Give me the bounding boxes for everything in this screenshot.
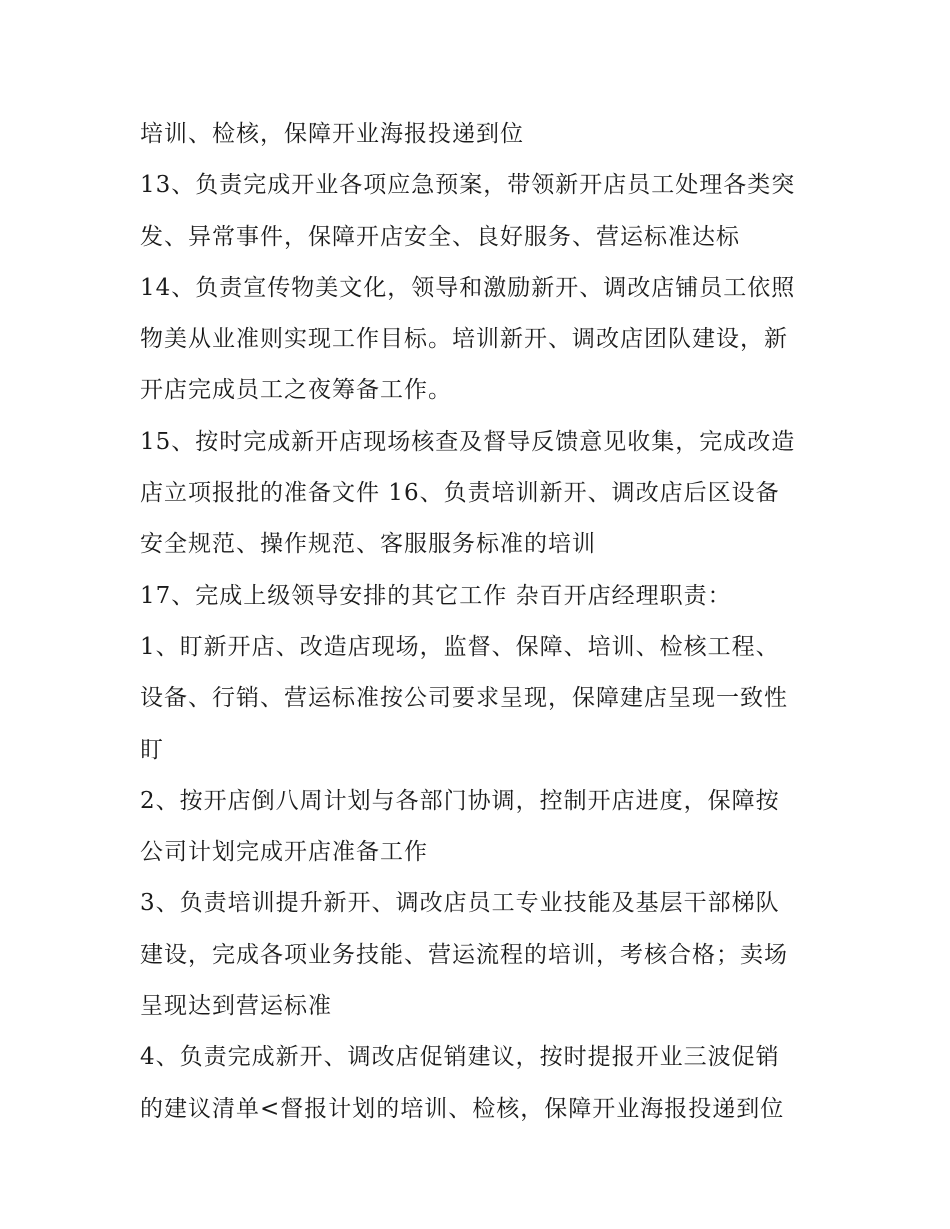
text-line: 15、按时完成新开店现场核查及督导反馈意见收集，完成改造 <box>140 428 796 455</box>
text-line: 4、负责完成新开、调改店促销建议，按时提报开业三波促销 <box>140 1044 780 1071</box>
text-line: 物美从业准则实现工作目标。培训新开、调改店团队建设，新 <box>140 326 788 353</box>
text-line: 公司计划完成开店准备工作 <box>140 839 428 866</box>
text-line: 店立项报批的准备文件 16、负责培训新开、调改店后区设备 <box>140 480 780 507</box>
text-line: 开店完成员工之夜筹备工作。 <box>140 377 452 404</box>
text-line: 安全规范、操作规范、客服服务标准的培训 <box>140 531 596 558</box>
text-line: 13、负责完成开业各项应急预案，带领新开店员工处理各类突 <box>140 172 796 199</box>
text-line: 设备、行销、营运标准按公司要求呈现，保障建店呈现一致性 <box>140 685 788 712</box>
text-line: 3、负责培训提升新开、调改店员工专业技能及基层干部梯队 <box>140 890 780 917</box>
document-body <box>140 109 830 1135</box>
text-line: 2、按开店倒八周计划与各部门协调，控制开店进度，保障按 <box>140 787 780 814</box>
text-line: 建设，完成各项业务技能、营运流程的培训，考核合格；卖场 <box>140 941 788 968</box>
text-line: 培训、检核，保障开业海报投递到位 <box>140 121 524 147</box>
text-line: 1、盯新开店、改造店现场，监督、保障、培训、检核工程、 <box>140 633 780 660</box>
text-line: 的建议清单<督报计划的培训、检核，保障开业海报投递到位 <box>140 1095 785 1122</box>
text-line: 呈现达到营运标准 <box>140 993 332 1020</box>
text-line: 盯 <box>140 736 164 763</box>
text-line: 发、异常事件，保障开店安全、良好服务、营运标准达标 <box>140 223 740 250</box>
text-line: 17、完成上级领导安排的其它工作 杂百开店经理职责： <box>140 582 732 609</box>
text-line: 14、负责宣传物美文化，领导和激励新开、调改店铺员工依照 <box>140 274 796 301</box>
